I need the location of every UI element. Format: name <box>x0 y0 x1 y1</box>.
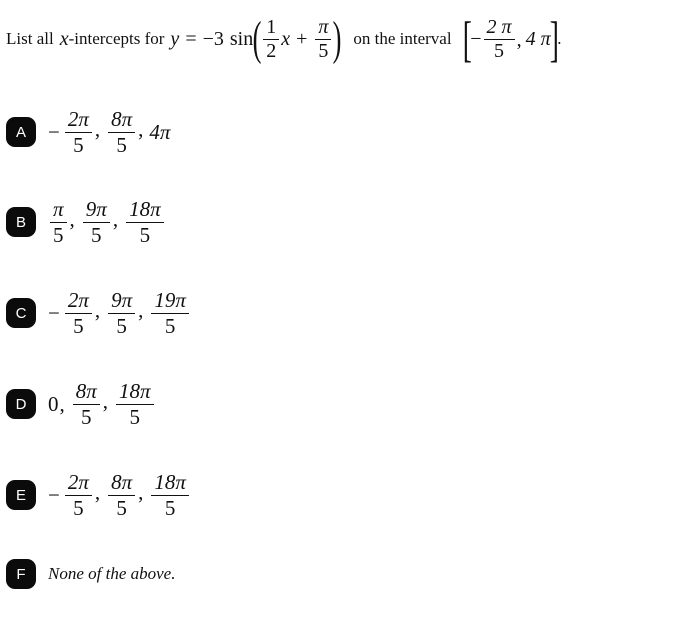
term-fraction <box>108 289 135 336</box>
pi-numerator: π <box>315 17 331 40</box>
option-d[interactable] <box>6 374 606 434</box>
term-fraction <box>65 108 92 155</box>
option-c[interactable] <box>6 283 606 343</box>
coefficient: −3 <box>202 27 224 50</box>
right-paren: ) <box>333 12 342 65</box>
term-fraction <box>151 289 189 336</box>
option-b[interactable] <box>6 192 606 252</box>
half-denominator: 2 <box>266 39 277 62</box>
term-denominator: 5 <box>73 313 84 338</box>
lower-bound-fraction <box>484 17 515 62</box>
term-fraction <box>151 471 189 518</box>
term-numerator: 8π <box>73 380 100 404</box>
option-a[interactable] <box>6 102 606 162</box>
half-fraction <box>263 17 279 62</box>
term-denominator: 5 <box>53 222 64 247</box>
var-x: x <box>59 27 69 50</box>
left-paren: ( <box>252 12 262 65</box>
term-fraction <box>73 380 100 427</box>
term-sign: − <box>48 482 60 507</box>
term-sign: − <box>48 119 60 144</box>
option-a-badge[interactable]: A <box>6 117 36 147</box>
term-numerator: 8π <box>108 108 135 132</box>
option-d-answer: 0 , $\frac{8\pi}{5}$ , $\frac{18\pi}{5}$ <box>48 380 156 427</box>
option-c-badge[interactable]: C <box>6 298 36 328</box>
lower-numerator: 2 π <box>484 17 515 40</box>
term-numerator: 2π <box>65 471 92 495</box>
interval-text: on the interval <box>353 29 452 48</box>
term-denominator: 5 <box>91 222 102 247</box>
option-e-answer: − $\frac{2\pi}{5}$ , $\frac{8\pi}{5}$ , $\frac{18\pi}{5}$ <box>48 471 191 518</box>
term-numerator: 2π <box>65 108 92 132</box>
question-prefix: List all <box>6 29 54 48</box>
term-fraction <box>65 471 92 518</box>
term-denominator: 5 <box>73 495 84 520</box>
term-fraction <box>116 380 154 427</box>
term-numerator: 18π <box>116 380 154 404</box>
option-c-answer: − $\frac{2\pi}{5}$ , $\frac{9\pi}{5}$ , $\frac{19\pi}{5}$ <box>48 289 191 336</box>
pi-denominator: 5 <box>318 39 329 62</box>
question-text <box>6 12 696 66</box>
lower-denominator: 5 <box>494 39 505 62</box>
option-f-badge[interactable]: F <box>6 559 36 589</box>
interval: [ − $\frac{2 \pi}{5}$ , 4 π ] <box>462 11 559 67</box>
upper-bound: 4 π <box>525 27 551 50</box>
option-e-badge[interactable]: E <box>6 480 36 510</box>
option-b-answer: $\frac{\pi}{5}$ , $\frac{9\pi}{5}$ , $\frac{18\pi}{5}$ <box>48 198 166 245</box>
question-period: . <box>557 29 562 48</box>
term-fraction <box>83 198 110 245</box>
term-numerator: 18π <box>151 471 189 495</box>
option-f[interactable] <box>6 544 606 604</box>
question-middle: -intercepts for <box>68 29 165 48</box>
option-e[interactable] <box>6 465 606 525</box>
var-y: y <box>170 27 180 50</box>
term-numerator: 9π <box>83 198 110 222</box>
term-denominator: 5 <box>73 132 84 157</box>
option-b-badge[interactable]: B <box>6 207 36 237</box>
term-fraction <box>50 198 67 245</box>
term-numerator: 2π <box>65 289 92 313</box>
term-denominator: 5 <box>81 404 92 429</box>
equation <box>170 12 342 65</box>
left-bracket: [ <box>462 11 472 67</box>
term-fraction <box>65 289 92 336</box>
term-denominator: 5 <box>116 132 127 157</box>
equals-sign: = <box>185 27 197 50</box>
term-plain: 0 <box>48 391 59 416</box>
sin-function: sin <box>229 27 254 50</box>
term-numerator: 18π <box>126 198 164 222</box>
plus-sign: + <box>296 27 308 50</box>
term-fraction <box>108 471 135 518</box>
option-a-answer: − $\frac{2\pi}{5}$ , $\frac{8\pi}{5}$ , 4π <box>48 107 171 157</box>
term-denominator: 5 <box>116 313 127 338</box>
half-numerator: 1 <box>263 17 279 40</box>
inner-x: x <box>281 27 291 50</box>
term-numerator: π <box>50 198 67 222</box>
term-numerator: 19π <box>151 289 189 313</box>
term-fraction <box>126 198 164 245</box>
term-denominator: 5 <box>129 404 141 429</box>
term-denominator: 5 <box>164 313 176 338</box>
pi-fifth-fraction <box>315 17 331 62</box>
term-sign: − <box>48 300 60 325</box>
term-numerator: 8π <box>108 471 135 495</box>
term-denominator: 5 <box>139 222 151 247</box>
term-denominator: 5 <box>116 495 127 520</box>
term-numerator: 9π <box>108 289 135 313</box>
term-denominator: 5 <box>164 495 176 520</box>
term-fraction <box>108 108 135 155</box>
term-plain: 4π <box>149 119 171 144</box>
lower-neg: − <box>470 27 482 50</box>
right-bracket: ] <box>549 11 559 67</box>
option-d-badge[interactable]: D <box>6 389 36 419</box>
option-f-text: None of the above. <box>48 564 176 583</box>
